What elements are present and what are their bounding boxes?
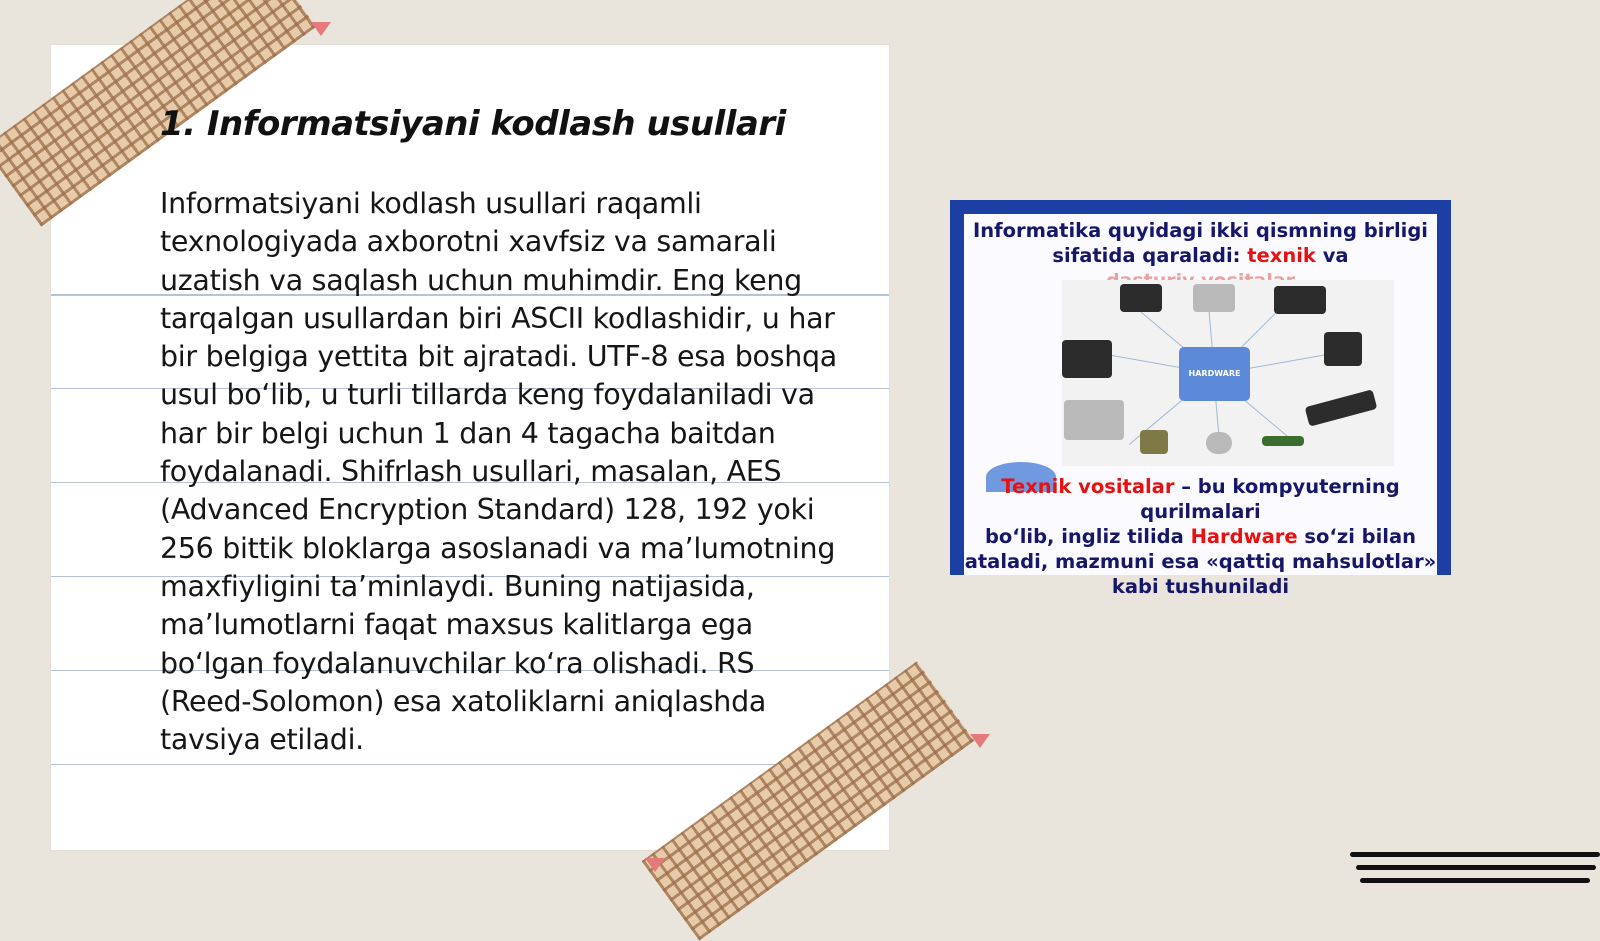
motherboard-icon [1274, 286, 1326, 314]
tape-end-bottom-left [645, 858, 665, 872]
heading-highlight: texnik [1247, 244, 1316, 267]
decorative-line [1350, 852, 1600, 857]
hardware-diagram [1062, 280, 1394, 466]
printer-icon [1062, 340, 1112, 378]
decorative-line [1356, 865, 1596, 870]
footer-text: so‘zi bilan ataladi, mazmuni esa «qattiq mahsulotlar» kabi tushuniladi [964, 525, 1437, 598]
mouse-icon [1206, 432, 1232, 454]
drive-bay-icon [1064, 400, 1124, 440]
footer-text: – bu kompyuterning qurilmalari [1140, 475, 1400, 523]
slide-body: Informatsiyani kodlash usullari raqamli texnologiyada axborotni xavfsiz va samarali uzatish va saqlash uchun muhimdir. Eng keng tarqalgan usullardan biri ASCII kodlashidir, u har bir belgiga yettita bit ajratadi. UTF-8 esa boshqa usul bo‘lib, u turli tillarda keng foydalaniladi va har bir belgi uchun 1 dan 4 tagacha baitdan foydalanadi. Shifrlash usullari, masalan, AES (Advanced Encryption Standard) 128, 192 yoki 256 bittik bloklarga asoslanadi va ma’lumotning maxfiyligini ta’minlaydi. Buning natijasida, ma’lumotlarni faqat maxsus kalitlarga ega bo‘lgan foydalanuvchilar ko‘ra olishadi. RS (Reed-Solomon) esa xatoliklarni aniqlashda tavsiya etiladi. [160, 187, 837, 757]
fan-icon [1120, 284, 1162, 312]
ruled-line [51, 764, 889, 765]
keyboard-icon [1305, 389, 1378, 426]
decorative-line [1360, 878, 1590, 883]
illustration-heading [964, 218, 1437, 268]
heading-text-end: va [1315, 244, 1349, 267]
hardware-illustration [950, 200, 1451, 598]
heading-text: Informatika quyidagi ikki qismning birligi sifatida qaraladi: [973, 219, 1428, 267]
tape-end-bottom [970, 734, 990, 748]
illustration-footer [964, 474, 1437, 599]
slide-title: 1. Informatsiyani kodlash usullari [160, 104, 786, 144]
footer-highlight: Texnik vositalar [1001, 475, 1175, 498]
ram-icon [1262, 436, 1304, 446]
monitor-icon [1324, 332, 1362, 366]
footer-text: bo‘lib, ingliz tilida [984, 525, 1191, 548]
tape-end-top [311, 22, 331, 36]
hardware-center-node: HARDWARE [1179, 347, 1250, 401]
illustration-canvas [964, 214, 1437, 598]
cpu-icon [1140, 430, 1168, 454]
footer-highlight: Hardware [1190, 525, 1298, 548]
decorative-lines [1350, 848, 1600, 888]
hard-drive-icon [1193, 284, 1235, 312]
